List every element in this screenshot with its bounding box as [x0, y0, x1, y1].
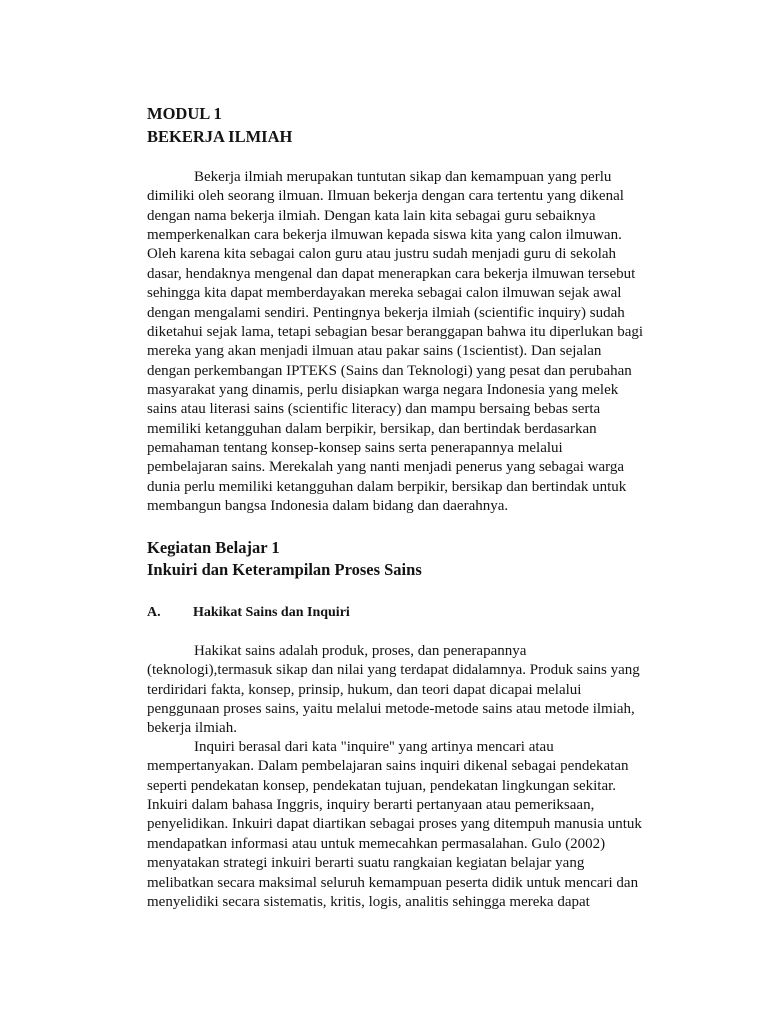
paragraph-line: mempertanyakan. Dalam pembelajaran sains inquiri dikenal sebagai pendekatan: [147, 758, 629, 775]
paragraph-line: diketahui sejak lama, tetapi sebagian besar beranggapan bahwa itu diperlukan bagi: [147, 323, 644, 340]
module-title: BEKERJA ILMIAH: [147, 127, 293, 146]
paragraph-line: dimiliki oleh seorang ilmuan. Ilmuan bekerja dengan cara tertentu yang dikenal: [147, 188, 624, 205]
paragraph-line: sehingga kita dapat memberdayakan mereka sebagai calon ilmuwan sejak awal: [147, 285, 622, 302]
section-title: Hakikat Sains dan Inquiri: [193, 605, 350, 620]
paragraph-line: menyelidiki secara sistematis, kritis, logis, analitis sehingga mereka dapat: [147, 893, 590, 910]
paragraph-line: penyelidikan. Inkuiri dapat diartikan sebagai proses yang ditempuh manusia untuk: [147, 816, 642, 833]
paragraph-line: seperti pendekatan konsep, pendekatan tujuan, pendekatan lingkungan sekitar.: [147, 777, 617, 794]
activity-label: Kegiatan Belajar 1: [147, 538, 280, 557]
paragraph-line: dengan nama bekerja ilmiah. Dengan kata lain kita sebagai guru sebaiknya: [147, 207, 596, 224]
activity-title: Inkuiri dan Keterampilan Proses Sains: [147, 560, 422, 579]
paragraph-line: mereka yang akan menjadi ilmuan atau pakar sains (1scientist). Dan sejalan: [147, 343, 602, 360]
paragraph-line: mendapatkan informasi atau untuk memecahkan permasalahan. Gulo (2002): [147, 835, 606, 852]
paragraph-line: Oleh karena kita sebagai calon guru atau justru sudah menjadi guru di sekolah: [147, 246, 617, 263]
paragraph-line: memperkenalkan cara bekerja ilmuwan kepada siswa kita yang calon ilmuwan.: [147, 227, 622, 244]
paragraph-line: (teknologi),termasuk sikap dan nilai yang terdapat didalamnya. Produk sains yang: [147, 662, 640, 679]
paragraph-line: Hakikat sains adalah produk, proses, dan penerapannya: [194, 643, 527, 659]
paragraph-line: melibatkan secara maksimal seluruh kemampuan peserta didik untuk mencari dan: [147, 874, 639, 891]
paragraph-line: masyarakat yang dinamis, perlu disiapkan warga negara Indonesia yang melek: [147, 381, 619, 398]
paragraph-line: Inquiri berasal dari kata "inquire'' yang artinya mencari atau: [194, 739, 554, 755]
paragraph-line: dunia perlu memiliki ketangguhan dalam berpikir, bersikap dan bertindak untuk: [147, 478, 627, 495]
module-heading: [147, 102, 727, 148]
paragraph-line: Bekerja ilmiah merupakan tuntutan sikap dan kemampuan yang perlu: [194, 169, 612, 185]
activity-heading: [147, 537, 727, 581]
intro-paragraph: [147, 168, 727, 516]
paragraph-line: terdiridari fakta, konsep, prinsip, hukum, dan teori dapat dicapai melalui: [147, 681, 582, 698]
paragraph-line: Inkuiri dalam bahasa Inggris, inquiry berarti pertanyaan atau pemeriksaan,: [147, 797, 595, 814]
paragraph-line: dasar, hendaknya mengenal dan dapat menerapkan cara bekerja ilmuwan tersebut: [147, 265, 636, 282]
paragraph-line: bekerja ilmiah.: [147, 720, 237, 737]
hakikat-paragraph: [147, 642, 727, 739]
paragraph-line: penggunaan proses sains, yaitu melalui metode-metode sains atau metode ilmiah,: [147, 701, 635, 718]
section-heading: [147, 603, 727, 623]
paragraph-line: pembelajaran sains. Merekalah yang nanti menjadi penerus yang sebagai warga: [147, 459, 625, 476]
section-marker: A.: [147, 605, 161, 620]
paragraph-line: menyatakan strategi inkuiri berarti suatu rangkaian kegiatan belajar yang: [147, 855, 585, 872]
paragraph-line: memiliki ketangguhan dalam berpikir, bersikap, dan bertindak berdasarkan: [147, 420, 597, 437]
paragraph-line: pemahaman tentang konsep-konsep sains serta penerapannya melalui: [147, 440, 563, 457]
paragraph-line: membangun bangsa Indonesia dalam bidang dan daerahnya.: [147, 498, 509, 515]
paragraph-line: sains atau literasi sains (scientific literacy) dan mampu bersaing bebas serta: [147, 401, 601, 418]
module-number: MODUL 1: [147, 104, 222, 123]
paragraph-line: dengan perkembangan IPTEKS (Sains dan Teknologi) yang pesat dan perubahan: [147, 362, 632, 379]
inquiri-paragraph: [147, 738, 727, 912]
paragraph-line: dengan mengalami sendiri. Pentingnya bekerja ilmiah (scientific inquiry) sudah: [147, 304, 625, 321]
